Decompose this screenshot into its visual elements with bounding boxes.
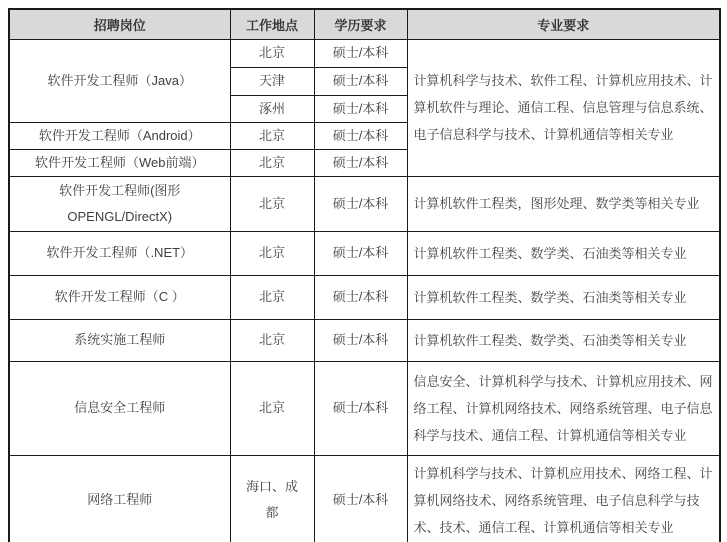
column-header-education: 学历要求 — [314, 9, 407, 39]
city-cell: 北京 — [230, 275, 314, 319]
major-cell: 计算机科学与技术、计算机应用技术、网络工程、计算机网络技术、网络系统管理、电子信息科学与技术、技术、通信工程、计算机通信等相关专业 — [407, 455, 720, 542]
table-row — [9, 39, 720, 67]
city-cell: 北京 — [230, 231, 314, 275]
column-header-position: 招聘岗位 — [9, 9, 230, 39]
recruitment-table — [8, 8, 721, 542]
city-cell: 北京 — [230, 122, 314, 149]
degree-cell: 硕士/本科 — [314, 275, 407, 319]
position-cell: 软件开发工程师（.NET） — [9, 231, 230, 275]
table-row — [9, 319, 720, 361]
degree-cell: 硕士/本科 — [314, 361, 407, 455]
degree-cell: 硕士/本科 — [314, 319, 407, 361]
degree-cell: 硕士/本科 — [314, 176, 407, 231]
table-row — [9, 231, 720, 275]
position-cell: 软件开发工程师（C ） — [9, 275, 230, 319]
degree-cell: 硕士/本科 — [314, 455, 407, 542]
table-row — [9, 176, 720, 231]
table-row — [9, 275, 720, 319]
city-cell: 海口、成都 — [230, 455, 314, 542]
city-cell: 北京 — [230, 39, 314, 67]
city-cell: 涿州 — [230, 95, 314, 122]
column-header-major: 专业要求 — [407, 9, 720, 39]
major-cell: 计算机软件工程类，图形处理、数学类等相关专业 — [407, 176, 720, 231]
degree-cell: 硕士/本科 — [314, 67, 407, 95]
city-cell: 天津 — [230, 67, 314, 95]
degree-cell: 硕士/本科 — [314, 231, 407, 275]
major-cell: 计算机科学与技术、软件工程、计算机应用技术、计算机软件与理论、通信工程、信息管理与信息系统、电子信息科学与技术、计算机通信等相关专业 — [407, 39, 720, 176]
degree-cell: 硕士/本科 — [314, 149, 407, 176]
major-cell: 信息安全、计算机科学与技术、计算机应用技术、网络工程、计算机网络技术、网络系统管理、电子信息科学与技术、通信工程、计算机通信等相关专业 — [407, 361, 720, 455]
position-cell: 网络工程师 — [9, 455, 230, 542]
header-row — [9, 9, 720, 39]
position-cell: 软件开发工程师（Java） — [9, 39, 230, 122]
position-cell: 软件开发工程师（Web前端） — [9, 149, 230, 176]
column-header-location: 工作地点 — [230, 9, 314, 39]
degree-cell: 硕士/本科 — [314, 122, 407, 149]
city-cell: 北京 — [230, 176, 314, 231]
city-cell: 北京 — [230, 361, 314, 455]
table-row — [9, 455, 720, 542]
position-cell: 软件开发工程师(图形OPENGL/DirectX) — [9, 176, 230, 231]
major-cell: 计算机软件工程类、数学类、石油类等相关专业 — [407, 319, 720, 361]
degree-cell: 硕士/本科 — [314, 95, 407, 122]
major-cell: 计算机软件工程类、数学类、石油类等相关专业 — [407, 231, 720, 275]
position-cell: 信息安全工程师 — [9, 361, 230, 455]
position-cell: 系统实施工程师 — [9, 319, 230, 361]
position-cell: 软件开发工程师（Android） — [9, 122, 230, 149]
table-row — [9, 361, 720, 455]
major-cell: 计算机软件工程类、数学类、石油类等相关专业 — [407, 275, 720, 319]
city-cell: 北京 — [230, 319, 314, 361]
degree-cell: 硕士/本科 — [314, 39, 407, 67]
city-cell: 北京 — [230, 149, 314, 176]
